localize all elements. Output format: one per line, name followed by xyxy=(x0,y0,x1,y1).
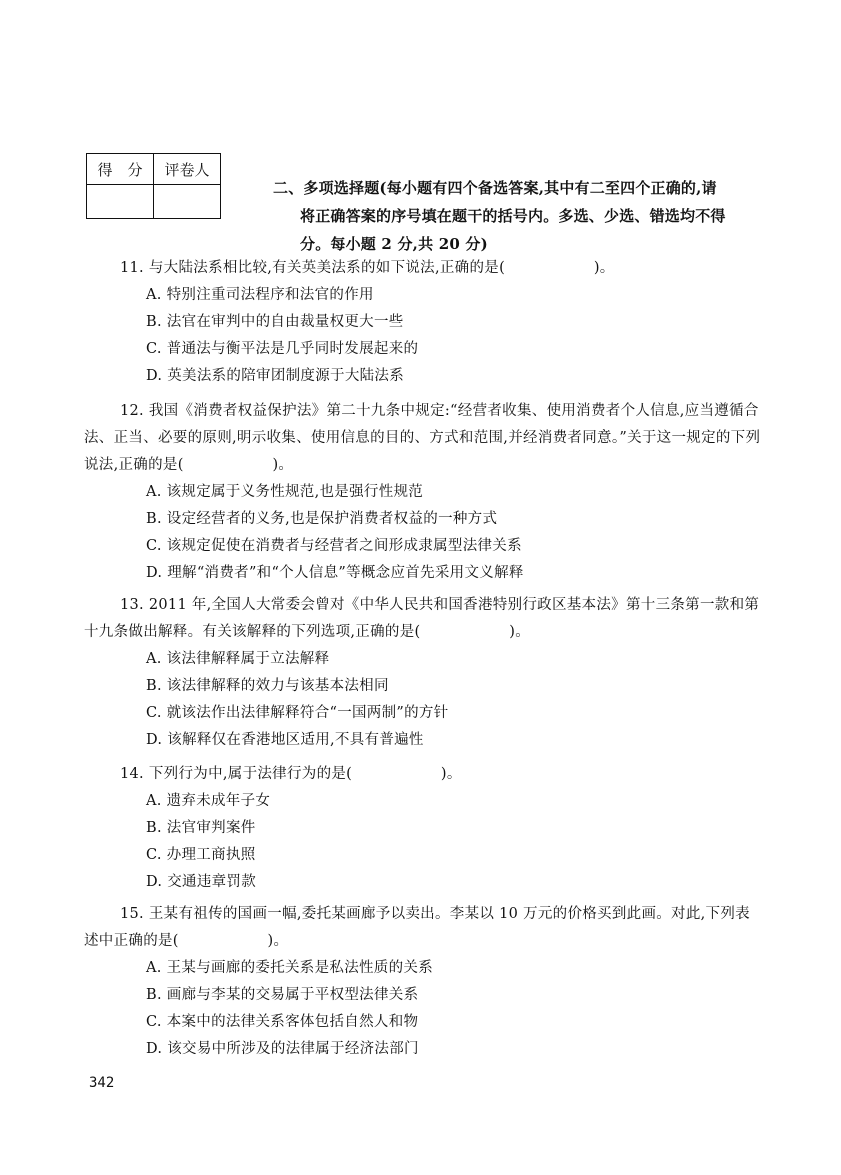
option-d: D. 交通违章罚款 xyxy=(146,874,257,890)
score-label: 得 分 xyxy=(87,154,154,185)
option-d: D. 该解释仅在香港地区适用,不具有普遍性 xyxy=(146,732,424,748)
option-b: B. 画廊与李某的交易属于平权型法律关系 xyxy=(146,987,419,1003)
question-15 xyxy=(84,901,764,1063)
question-stem: 14. 下列行为中,属于法律行为的是( )。 xyxy=(120,766,462,782)
option-a: A. 王某与画廊的委托关系是私法性质的关系 xyxy=(146,960,433,976)
question-stem: 12. 我国《消费者权益保护法》第二十九条中规定:“经营者收集、使用消费者个人信息,应当遵循合法、正当、必要的原则,明示收集、使用信息的目的、方式和范围,并经消费者同意。”关于这一规定的下列说法,正确的是( )。 xyxy=(84,403,761,473)
option-a: A. 该法律解释属于立法解释 xyxy=(146,651,330,667)
option-a: A. 特别注重司法程序和法官的作用 xyxy=(146,287,374,303)
question-11 xyxy=(84,255,764,390)
option-b: B. 法官审判案件 xyxy=(146,820,256,836)
option-d: D. 该交易中所涉及的法律属于经济法部门 xyxy=(146,1041,419,1057)
option-c: C. 普通法与衡平法是几乎同时发展起来的 xyxy=(146,341,419,357)
option-c: C. 本案中的法律关系客体包括自然人和物 xyxy=(146,1014,419,1030)
question-14 xyxy=(84,761,764,896)
question-12 xyxy=(84,398,764,587)
section-title-line3: 分。每小题 2 分,共 20 分) xyxy=(300,235,488,253)
section-title-line2: 将正确答案的序号填在题干的括号内。多选、少选、错选均不得 xyxy=(300,207,726,225)
score-cell xyxy=(87,185,154,219)
section-title-line1: 二、多项选择题(每小题有四个备选答案,其中有二至四个正确的,请 xyxy=(273,179,717,197)
option-c: C. 该规定促使在消费者与经营者之间形成隶属型法律关系 xyxy=(146,538,522,554)
option-d: D. 理解“消费者”和“个人信息”等概念应首先采用文义解释 xyxy=(146,565,524,581)
section-title xyxy=(273,174,793,258)
option-d: D. 英美法系的陪审团制度源于大陆法系 xyxy=(146,368,405,384)
option-c: C. 办理工商执照 xyxy=(146,847,256,863)
score-box xyxy=(86,153,221,219)
question-stem: 15. 王某有祖传的国画一幅,委托某画廊予以卖出。李某以 10 万元的价格买到此画。对此,下列表述中正确的是( )。 xyxy=(84,906,750,949)
option-b: B. 设定经营者的义务,也是保护消费者权益的一种方式 xyxy=(146,511,498,527)
option-a: A. 遗弃未成年子女 xyxy=(146,793,271,809)
option-a: A. 该规定属于义务性规范,也是强行性规范 xyxy=(146,484,424,500)
grader-cell xyxy=(154,185,221,219)
grader-label: 评卷人 xyxy=(154,154,221,185)
option-b: B. 该法律解释的效力与该基本法相同 xyxy=(146,678,389,694)
option-c: C. 就该法作出法律解释符合“一国两制”的方针 xyxy=(146,705,449,721)
question-13 xyxy=(84,592,764,754)
option-b: B. 法官在审判中的自由裁量权更大一些 xyxy=(146,314,404,330)
question-stem: 11. 与大陆法系相比较,有关英美法系的如下说法,正确的是( )。 xyxy=(120,260,615,276)
question-stem: 13. 2011 年,全国人大常委会曾对《中华人民共和国香港特别行政区基本法》第十三条第一款和第十九条做出解释。有关该解释的下列选项,正确的是( )。 xyxy=(84,597,760,640)
page-number: 342 xyxy=(89,1075,115,1091)
